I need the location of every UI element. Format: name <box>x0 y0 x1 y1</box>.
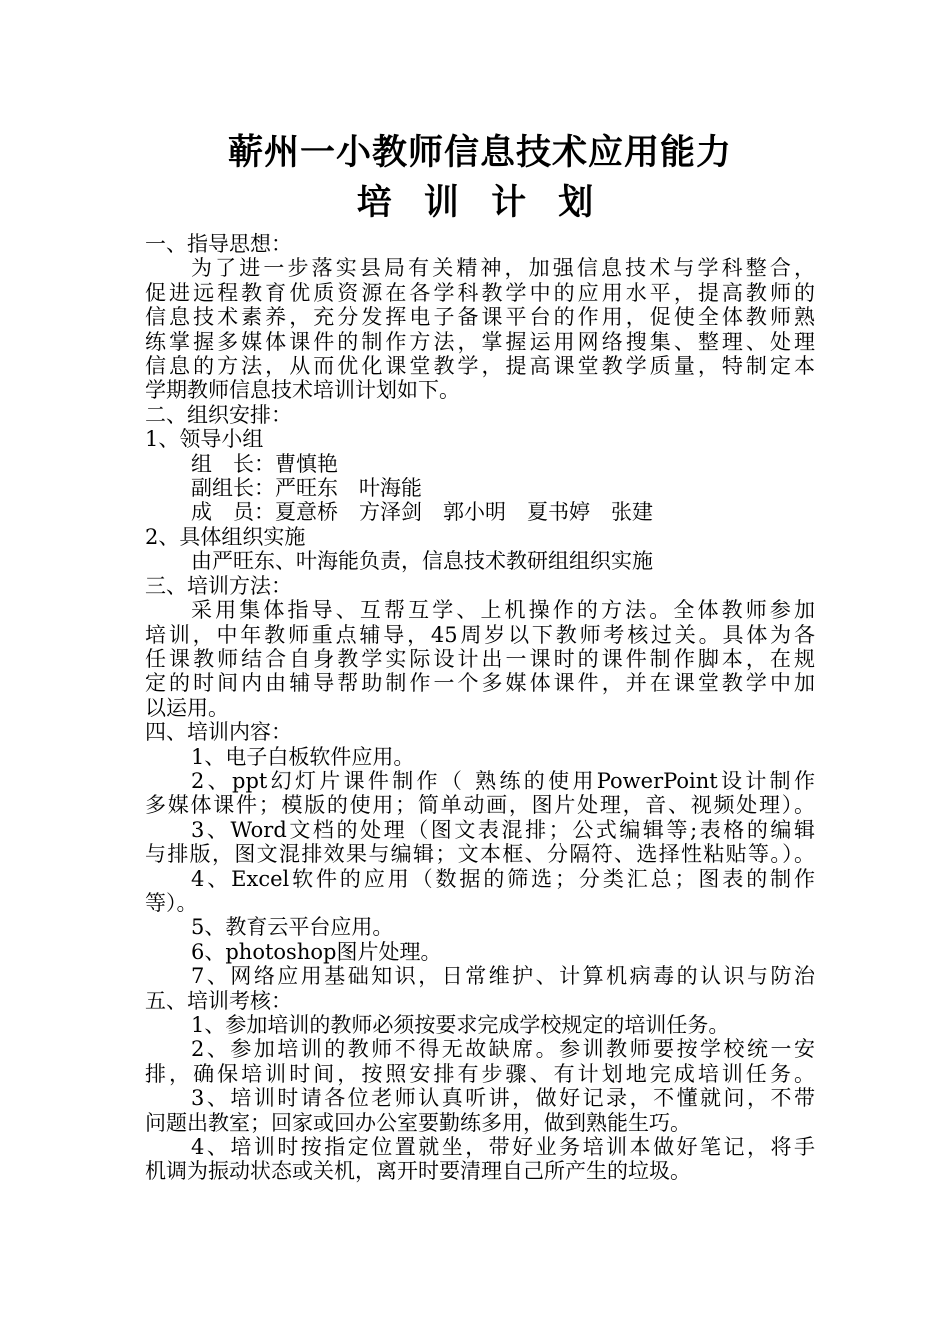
text-line: 多媒体课件；模版的使用；简单动画，图片处理，音、视频处理）。 <box>145 793 815 818</box>
document-subtitle: 培 训 计 划 <box>356 182 604 223</box>
text-line: 4、培训时按指定位置就坐，带好业务培训本做好笔记，将手 <box>191 1135 815 1160</box>
text-line: 排，确保培训时间，按照安排有步骤、有计划地完成培训任务。 <box>145 1061 815 1086</box>
text-line: 3、培训时请各位老师认真听讲，做好记录，不懂就问，不带 <box>191 1086 815 1111</box>
text-line: 机调为振动状态或关机，离开时要清理自己所产生的垃圾。 <box>145 1159 691 1184</box>
text-line: 学期教师信息技术培训计划如下。 <box>145 378 460 403</box>
text-line: 信息技术素养，充分发挥电子备课平台的作用，促使全体教师熟 <box>145 305 815 330</box>
text-line: 5、教育云平台应用。 <box>191 915 394 940</box>
text-line: 成 员：夏意桥 方泽剑 郭小明 夏书婷 张建 <box>191 500 653 525</box>
text-line: 三、培训方法： <box>145 573 292 598</box>
text-line: 与排版，图文混排效果与编辑；文本框、分隔符、选择性粘贴等。）。 <box>145 842 815 867</box>
text-line: 7、网络应用基础知识，日常维护、计算机病毒的认识与防治 <box>191 964 815 989</box>
text-line: 1、领导小组 <box>145 427 264 452</box>
text-line: 任课教师结合自身教学实际设计出一课时的课件制作脚本，在规 <box>145 646 815 671</box>
text-line: 等）。 <box>145 890 198 915</box>
text-line: 由严旺东、叶海能负责，信息技术教研组组织实施 <box>191 549 653 574</box>
text-line: 培训，中年教师重点辅导，45周岁以下教师考核过关。具体为各 <box>145 622 815 647</box>
text-line: 4、Excel软件的应用（数据的筛选；分类汇总；图表的制作 <box>191 866 815 891</box>
text-line: 组 长：曹慎艳 <box>191 451 338 476</box>
text-line: 练掌握多媒体课件的制作方法，掌握运用网络搜集、整理、处理 <box>145 329 815 354</box>
text-line: 2、具体组织实施 <box>145 524 306 549</box>
text-line: 为了进一步落实县局有关精神，加强信息技术与学科整合， <box>191 256 815 281</box>
text-line: 6、photoshop图片处理。 <box>191 939 442 964</box>
text-line: 五、培训考核： <box>145 988 292 1013</box>
text-line: 2、参加培训的教师不得无故缺席。参训教师要按学校统一安 <box>191 1037 815 1062</box>
text-line: 信息的方法，从而优化课堂教学，提高课堂教学质量，特制定本 <box>145 354 815 379</box>
text-line: 促进远程教育优质资源在各学科教学中的应用水平，提高教师的 <box>145 280 815 305</box>
document-body <box>145 232 815 1184</box>
text-line: 1、参加培训的教师必须按要求完成学校规定的培训任务。 <box>191 1013 730 1037</box>
text-line: 问题出教室；回家或回办公室要勤练多用，做到熟能生巧。 <box>145 1110 691 1135</box>
document-page <box>145 128 815 1184</box>
text-line: 四、培训内容： <box>145 720 292 745</box>
text-line: 3、Word文档的处理（图文表混排；公式编辑等;表格的编辑 <box>191 817 815 842</box>
text-line: 1、电子白板软件应用。 <box>191 744 415 769</box>
text-line: 一、指导思想： <box>145 232 292 256</box>
text-line: 副组长：严旺东 叶海能 <box>191 476 422 501</box>
document-title: 蕲州一小教师信息技术应用能力 <box>227 132 732 173</box>
text-line: 2、ppt幻灯片课件制作（ 熟练的使用PowerPoint设计制作 <box>191 768 815 793</box>
text-line: 采用集体指导、互帮互学、上机操作的方法。全体教师参加 <box>191 598 815 623</box>
text-line: 以运用。 <box>145 695 229 720</box>
text-line: 二、组织安排： <box>145 402 292 427</box>
text-line: 定的时间内由辅导帮助制作一个多媒体课件，并在课堂教学中加 <box>145 671 815 696</box>
